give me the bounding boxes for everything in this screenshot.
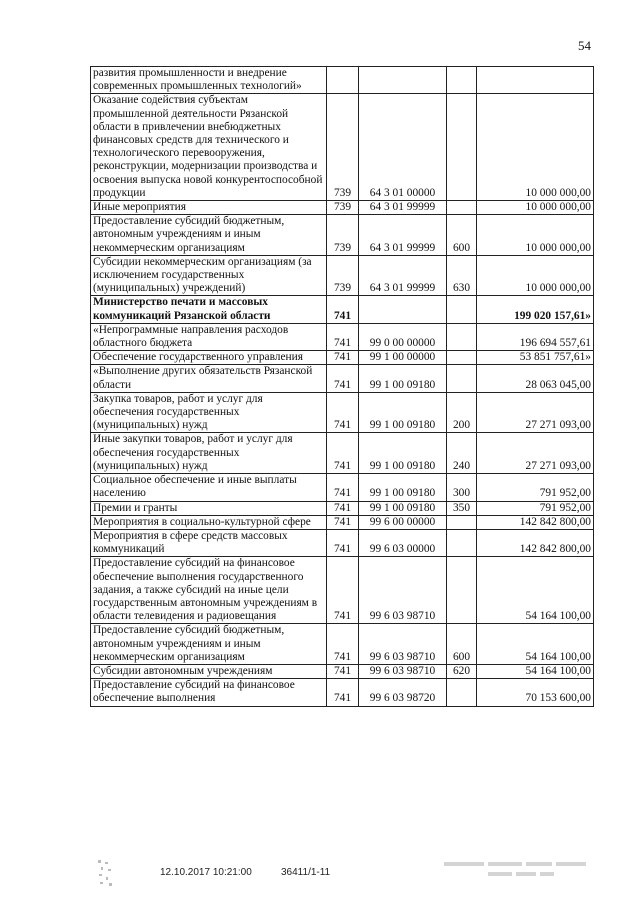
table-row	[91, 215, 594, 256]
row-type-cell	[447, 557, 477, 624]
row-program-cell: 99 6 03 98710	[359, 624, 447, 665]
row-type-cell	[447, 67, 477, 94]
row-code-cell: 741	[327, 557, 359, 624]
row-program-cell: 99 0 00 00000	[359, 323, 447, 350]
row-type-cell	[447, 515, 477, 529]
row-code-cell: 741	[327, 515, 359, 529]
row-type-cell: 240	[447, 433, 477, 474]
row-sum-cell: 53 851 757,61»	[477, 351, 594, 365]
row-name-cell: Субсидии автономным учреждениям	[91, 664, 327, 678]
row-code-cell: 741	[327, 679, 359, 706]
table-row	[91, 392, 594, 433]
table-row	[91, 501, 594, 515]
row-program-cell	[359, 296, 447, 323]
row-program-cell: 64 3 01 99999	[359, 201, 447, 215]
row-type-cell	[447, 679, 477, 706]
row-name-cell: Оказание содействия субъектам промышленной деятельности Рязанской области в привлечении внебюджетных финансовых средств для технического и технологического перевооружения, реконструкции, модернизации производства и освоения выпуска новой конкурентоспособной продукции	[91, 94, 327, 201]
row-program-cell: 99 6 00 00000	[359, 515, 447, 529]
row-program-cell: 99 1 00 09180	[359, 392, 447, 433]
row-code-cell: 741	[327, 365, 359, 392]
row-program-cell: 99 1 00 09180	[359, 365, 447, 392]
row-code-cell: 739	[327, 94, 359, 201]
row-sum-cell: 142 842 800,00	[477, 529, 594, 556]
row-name-cell: Обеспечение государственного управления	[91, 351, 327, 365]
row-sum-cell: 10 000 000,00	[477, 255, 594, 296]
row-type-cell: 600	[447, 215, 477, 256]
row-sum-cell: 10 000 000,00	[477, 215, 594, 256]
row-name-cell: Мероприятия в сфере средств массовых коммуникаций	[91, 529, 327, 556]
row-name-cell: «Выполнение других обязательств Рязанской области	[91, 365, 327, 392]
row-name-cell: Мероприятия в социально-культурной сфере	[91, 515, 327, 529]
row-type-cell	[447, 94, 477, 201]
row-name-cell: Субсидии некоммерческим организациям (за исключением государственных (муниципальных) учреждений)	[91, 255, 327, 296]
row-code-cell: 739	[327, 201, 359, 215]
table-row	[91, 557, 594, 624]
row-type-cell: 630	[447, 255, 477, 296]
row-name-cell: Министерство печати и массовых коммуникаций Рязанской области	[91, 296, 327, 323]
row-program-cell: 99 1 00 00000	[359, 351, 447, 365]
footer-datetime: 12.10.2017 10:21:00	[160, 867, 252, 878]
table-row	[91, 474, 594, 501]
row-type-cell	[447, 365, 477, 392]
row-program-cell: 99 6 03 98710	[359, 664, 447, 678]
row-sum-cell: 27 271 093,00	[477, 392, 594, 433]
row-name-cell: «Непрограммные направления расходов областного бюджета	[91, 323, 327, 350]
row-code-cell: 741	[327, 351, 359, 365]
row-name-cell: Премии и гранты	[91, 501, 327, 515]
row-sum-cell: 28 063 045,00	[477, 365, 594, 392]
row-code-cell: 741	[327, 433, 359, 474]
row-code-cell: 741	[327, 474, 359, 501]
row-sum-cell: 199 020 157,61»	[477, 296, 594, 323]
row-program-cell: 99 1 00 09180	[359, 501, 447, 515]
row-code-cell: 739	[327, 255, 359, 296]
row-type-cell	[447, 296, 477, 323]
row-code-cell: 739	[327, 215, 359, 256]
row-sum-cell: 791 952,00	[477, 501, 594, 515]
row-name-cell: Закупка товаров, работ и услуг для обеспечения государственных (муниципальных) нужд	[91, 392, 327, 433]
row-program-cell: 99 1 00 09180	[359, 433, 447, 474]
budget-table	[90, 66, 594, 707]
row-sum-cell: 54 164 100,00	[477, 664, 594, 678]
row-code-cell: 741	[327, 501, 359, 515]
table-row	[91, 201, 594, 215]
row-program-cell: 99 6 03 00000	[359, 529, 447, 556]
table-row	[91, 255, 594, 296]
row-name-cell: Иные закупки товаров, работ и услуг для обеспечения государственных (муниципальных) нужд	[91, 433, 327, 474]
row-program-cell: 64 3 01 99999	[359, 255, 447, 296]
row-type-cell	[447, 529, 477, 556]
row-code-cell: 741	[327, 392, 359, 433]
row-program-cell: 64 3 01 00000	[359, 94, 447, 201]
table-row	[91, 624, 594, 665]
row-sum-cell: 10 000 000,00	[477, 201, 594, 215]
row-program-cell	[359, 67, 447, 94]
row-sum-cell: 142 842 800,00	[477, 515, 594, 529]
row-type-cell: 620	[447, 664, 477, 678]
row-type-cell	[447, 201, 477, 215]
row-program-cell: 99 6 03 98720	[359, 679, 447, 706]
table-row	[91, 323, 594, 350]
row-name-cell: Предоставление субсидий на финансовое обеспечение выполнения	[91, 679, 327, 706]
row-sum-cell: 27 271 093,00	[477, 433, 594, 474]
row-code-cell: 741	[327, 664, 359, 678]
row-code-cell: 741	[327, 624, 359, 665]
row-sum-cell: 196 694 557,61	[477, 323, 594, 350]
row-type-cell	[447, 323, 477, 350]
row-program-cell: 99 1 00 09180	[359, 474, 447, 501]
faint-stamp-icon	[438, 858, 598, 888]
row-sum-cell: 10 000 000,00	[477, 94, 594, 201]
row-name-cell: Иные мероприятия	[91, 201, 327, 215]
row-sum-cell: 54 164 100,00	[477, 557, 594, 624]
row-code-cell: 741	[327, 323, 359, 350]
footer-doc-code: 36411/1-11	[281, 867, 331, 878]
table-row	[91, 365, 594, 392]
row-name-cell: развития промышленности и внедрение современных промышленных технологий»	[91, 67, 327, 94]
row-type-cell: 350	[447, 501, 477, 515]
row-program-cell: 64 3 01 99999	[359, 215, 447, 256]
page-number: 54	[578, 38, 591, 53]
budget-table-body	[91, 67, 594, 707]
row-type-cell: 200	[447, 392, 477, 433]
table-row	[91, 67, 594, 94]
table-row	[91, 529, 594, 556]
table-row	[91, 515, 594, 529]
row-sum-cell: 54 164 100,00	[477, 624, 594, 665]
row-sum-cell: 70 153 600,00	[477, 679, 594, 706]
table-row	[91, 679, 594, 706]
row-code-cell: 741	[327, 296, 359, 323]
table-row	[91, 351, 594, 365]
table-row	[91, 664, 594, 678]
table-row	[91, 433, 594, 474]
row-type-cell: 600	[447, 624, 477, 665]
table-row	[91, 94, 594, 201]
row-name-cell: Социальное обеспечение и иные выплаты населению	[91, 474, 327, 501]
row-code-cell: 741	[327, 529, 359, 556]
row-program-cell: 99 6 03 98710	[359, 557, 447, 624]
row-type-cell: 300	[447, 474, 477, 501]
table-row	[91, 296, 594, 323]
row-sum-cell	[477, 67, 594, 94]
row-type-cell	[447, 351, 477, 365]
row-code-cell	[327, 67, 359, 94]
row-sum-cell: 791 952,00	[477, 474, 594, 501]
stamp-mark-icon	[96, 858, 116, 888]
row-name-cell: Предоставление субсидий на финансовое обеспечение выполнения государственного задания, а также субсидий на иные цели государственным автономным учреждениям в области телевидения и радиовещания	[91, 557, 327, 624]
row-name-cell: Предоставление субсидий бюджетным, автономным учреждениям и иным некоммерческим организациям	[91, 215, 327, 256]
row-name-cell: Предоставление субсидий бюджетным, автономным учреждениям и иным некоммерческим организациям	[91, 624, 327, 665]
